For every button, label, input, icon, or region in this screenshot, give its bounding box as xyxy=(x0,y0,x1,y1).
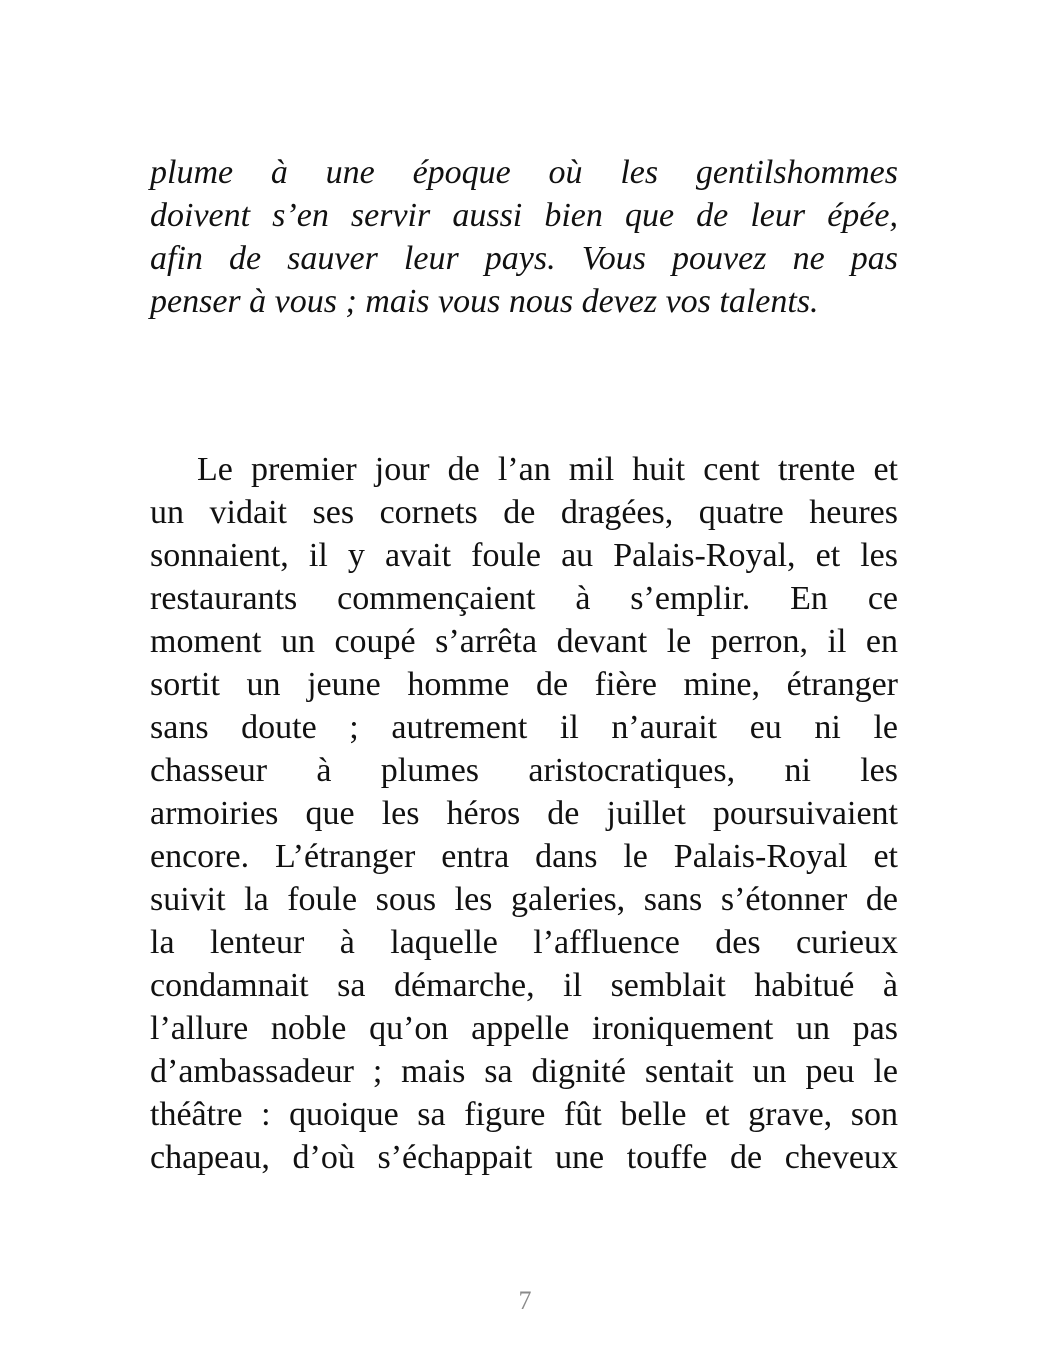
body-line: l’allure noble qu’on appelle ironiquement un pas xyxy=(150,1010,898,1047)
quote-line: afin de sauver leur pays. Vous pouvez ne pas xyxy=(150,240,898,277)
body-line: la lenteur à laquelle l’affluence des curieux xyxy=(150,924,898,961)
body-line: sonnaient, il y avait foule au Palais-Royal, et les xyxy=(150,537,898,574)
quote-line: penser à vous ; mais vous nous devez vos talents. xyxy=(150,283,819,320)
body-line: un vidait ses cornets de dragées, quatre heures xyxy=(150,494,898,531)
body-line: chasseur à plumes aristocratiques, ni les xyxy=(150,752,898,789)
quote-line: doivent s’en servir aussi bien que de leur épée, xyxy=(150,197,898,234)
body-line: sans doute ; autrement il n’aurait eu ni le xyxy=(150,709,898,746)
body-line: d’ambassadeur ; mais sa dignité sentait un peu le xyxy=(150,1053,898,1090)
body-line: condamnait sa démarche, il semblait habitué à xyxy=(150,967,898,1004)
body-line: armoiries que les héros de juillet poursuivaient xyxy=(150,795,898,832)
body-line: encore. L’étranger entra dans le Palais-Royal et xyxy=(150,838,898,875)
body-line: sortit un jeune homme de fière mine, étranger xyxy=(150,666,898,703)
body-line: théâtre : quoique sa figure fût belle et grave, son xyxy=(150,1096,898,1133)
body-line: suivit la foule sous les galeries, sans s’étonner de xyxy=(150,881,898,918)
body-line: chapeau, d’où s’échappait une touffe de cheveux xyxy=(150,1139,898,1176)
body-line: moment un coupé s’arrêta devant le perron, il en xyxy=(150,623,898,660)
quote-line: plume à une époque où les gentilshommes xyxy=(150,154,898,191)
body-line: Le premier jour de l’an mil huit cent trente et xyxy=(197,451,898,488)
body-line: restaurants commençaient à s’emplir. En ce xyxy=(150,580,898,617)
page-number: 7 xyxy=(518,1286,532,1315)
